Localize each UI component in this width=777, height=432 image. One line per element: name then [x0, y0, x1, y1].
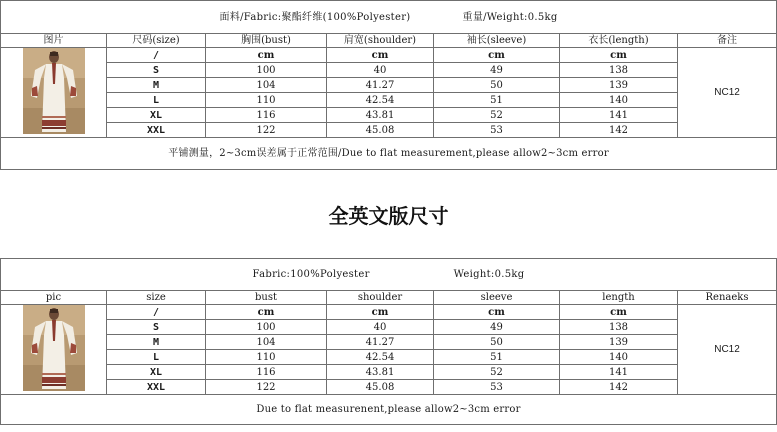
- col-header-size: size: [107, 291, 206, 305]
- section-title: 全英文版尺寸: [328, 204, 449, 228]
- col-header-shoulder: shoulder: [327, 291, 434, 305]
- sleeve-value: 52: [434, 365, 560, 380]
- size-cell: S: [107, 63, 206, 78]
- shoulder-value: 43.81: [327, 365, 434, 380]
- col-header-sleeve: 袖长(sleeve): [434, 34, 560, 48]
- length-value: 139: [560, 78, 678, 93]
- bust-value: 104: [206, 78, 327, 93]
- bust-value: 122: [206, 123, 327, 138]
- col-header-remarks: 备注: [678, 34, 777, 48]
- length-value: 140: [560, 93, 678, 108]
- bust-value: 110: [206, 350, 327, 365]
- shoulder-value: 41.27: [327, 335, 434, 350]
- shoulder-value: 40: [327, 63, 434, 78]
- bust-value: 110: [206, 93, 327, 108]
- length-value: 141: [560, 365, 678, 380]
- col-header-sleeve: sleeve: [434, 291, 560, 305]
- fabric-label: Fabric:100%Polyester: [252, 269, 370, 280]
- sleeve-value: 53: [434, 123, 560, 138]
- remark-code: NC12: [678, 305, 777, 395]
- unit-cell: cm: [434, 48, 560, 63]
- dress-product-image: [23, 305, 85, 391]
- unit-cell: cm: [560, 48, 678, 63]
- sleeve-value: 51: [434, 350, 560, 365]
- shoulder-value: 42.54: [327, 350, 434, 365]
- length-value: 142: [560, 123, 678, 138]
- product-image-cell: [1, 305, 107, 395]
- remark-code: NC12: [678, 48, 777, 138]
- size-table-cn: [0, 0, 777, 170]
- measurement-note: 平铺测量，2~3cm误差属于正常范围/Due to flat measurement,please allow2~3cm error: [1, 138, 777, 170]
- bust-value: 100: [206, 63, 327, 78]
- col-header-size: 尺码(size): [107, 34, 206, 48]
- col-header-length: 衣长(length): [560, 34, 678, 48]
- sleeve-value: 51: [434, 93, 560, 108]
- shoulder-value: 41.27: [327, 78, 434, 93]
- length-value: 141: [560, 108, 678, 123]
- col-header-shoulder: 肩宽(shoulder): [327, 34, 434, 48]
- size-cell: XL: [107, 108, 206, 123]
- size-cell: S: [107, 320, 206, 335]
- weight-label: 重量/Weight:0.5kg: [462, 11, 558, 23]
- fabric-label: 面料/Fabric:聚酯纤维(100%Polyester): [219, 11, 411, 23]
- size-cell: M: [107, 335, 206, 350]
- unit-cell: cm: [560, 305, 678, 320]
- length-value: 142: [560, 380, 678, 395]
- col-header-remarks: Renaeks: [678, 291, 777, 305]
- fabric-weight-header: [1, 1, 777, 34]
- size-cell: /: [107, 305, 206, 320]
- length-value: 138: [560, 63, 678, 78]
- shoulder-value: 45.08: [327, 380, 434, 395]
- size-cell: M: [107, 78, 206, 93]
- unit-cell: cm: [327, 48, 434, 63]
- size-table-en-grid: [0, 258, 777, 425]
- length-value: 138: [560, 320, 678, 335]
- product-image-cell: [1, 48, 107, 138]
- shoulder-value: 45.08: [327, 123, 434, 138]
- size-table-cn-grid: [0, 0, 777, 170]
- sleeve-value: 50: [434, 335, 560, 350]
- size-cell: XL: [107, 365, 206, 380]
- bust-value: 116: [206, 365, 327, 380]
- sleeve-value: 53: [434, 380, 560, 395]
- unit-cell: cm: [206, 48, 327, 63]
- weight-label: Weight:0.5kg: [453, 269, 525, 280]
- size-cell: XXL: [107, 380, 206, 395]
- size-cell: L: [107, 350, 206, 365]
- unit-cell: cm: [434, 305, 560, 320]
- size-table-en: [0, 258, 777, 425]
- sleeve-value: 49: [434, 63, 560, 78]
- measurement-note: Due to flat measurenent,please allow2~3cm error: [1, 395, 777, 425]
- sleeve-value: 50: [434, 78, 560, 93]
- shoulder-value: 43.81: [327, 108, 434, 123]
- length-value: 140: [560, 350, 678, 365]
- size-cell: L: [107, 93, 206, 108]
- bust-value: 116: [206, 108, 327, 123]
- shoulder-value: 42.54: [327, 93, 434, 108]
- col-header-length: length: [560, 291, 678, 305]
- size-cell: /: [107, 48, 206, 63]
- shoulder-value: 40: [327, 320, 434, 335]
- col-header-bust: 胸围(bust): [206, 34, 327, 48]
- bust-value: 104: [206, 335, 327, 350]
- unit-cell: cm: [327, 305, 434, 320]
- col-header-bust: bust: [206, 291, 327, 305]
- bust-value: 122: [206, 380, 327, 395]
- unit-cell: cm: [206, 305, 327, 320]
- bust-value: 100: [206, 320, 327, 335]
- sleeve-value: 49: [434, 320, 560, 335]
- sleeve-value: 52: [434, 108, 560, 123]
- fabric-weight-header: [1, 259, 777, 291]
- length-value: 139: [560, 335, 678, 350]
- dress-product-image: [23, 48, 85, 134]
- col-header-picture: 图片: [1, 34, 107, 48]
- size-cell: XXL: [107, 123, 206, 138]
- col-header-picture: pic: [1, 291, 107, 305]
